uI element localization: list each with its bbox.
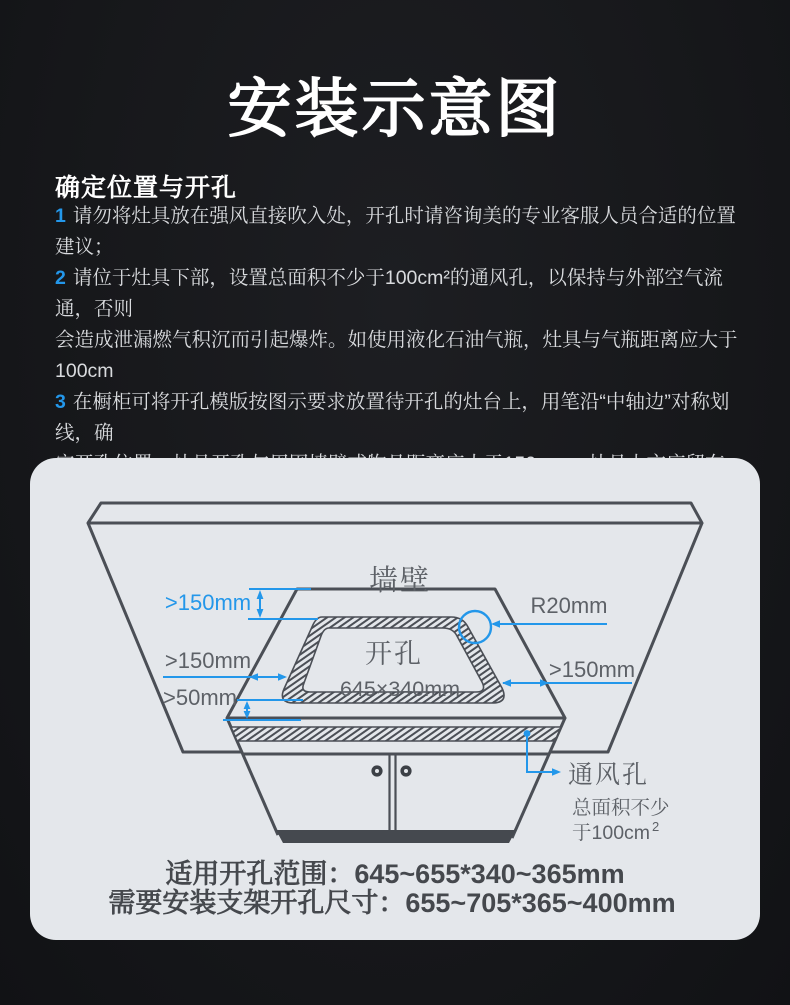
diagram-card — [30, 458, 760, 940]
vent-note-line2: 于100cm $^2$ — [572, 819, 660, 844]
vent-note-line1: 总面积不少 — [572, 797, 670, 819]
dim-bottom-label: >50mm — [163, 685, 237, 710]
instruction-item: 3 在橱柜可将开孔模版按图示要求放置待开孔的灶台上，用笔沿“中轴边”对称划线，确 — [55, 391, 730, 444]
vent-leader-dot — [524, 730, 531, 737]
installation-diagram — [30, 458, 760, 940]
funnel-right-line — [550, 523, 702, 752]
cutout-label: 开孔 — [365, 639, 423, 669]
dim-left-label: >150mm — [164, 648, 252, 673]
instruction-number: 1 — [55, 205, 66, 227]
radius-label: R20mm — [530, 593, 608, 618]
instruction-item: 1 请勿将灶具放在强风直接吹入处，开孔时请咨询美的专业客服人员合适的位置建议； — [55, 205, 736, 258]
dim-right-label: >150mm — [548, 657, 636, 682]
footer-range-line1: 适用开孔范围：645~655*340~365mm — [165, 859, 625, 889]
funnel-left-line — [88, 523, 242, 752]
vent-strip — [231, 727, 561, 741]
instruction-number: 2 — [55, 267, 66, 289]
footer-range-line2: 需要安装支架开孔尺寸：655~705*365~400mm — [108, 888, 676, 918]
cabinet-base — [276, 830, 516, 843]
instruction-item: 2 请位于灶具下部，设置总面积不少于100cm²的通风孔，以保持与外部空气流通，否则 会造成泄漏燃气积沉而引起爆炸。如使用液化石油气瓶，灶具与气瓶距离应大于100cm — [55, 267, 738, 382]
vent-label: 通风孔 — [568, 761, 650, 789]
cabinet-door-split — [390, 754, 396, 830]
instruction-number: 3 — [55, 391, 66, 413]
vent-note-superscript: 2 — [652, 819, 660, 834]
cutout-size-label: 645×340mm — [339, 677, 461, 701]
dim-top-label: >150mm — [164, 590, 252, 615]
section-heading: 确定位置与开孔 — [55, 174, 238, 202]
page-title: 安装示意图 — [227, 73, 563, 145]
door-handles — [371, 765, 411, 776]
wall-label: 墙壁 — [368, 565, 432, 597]
